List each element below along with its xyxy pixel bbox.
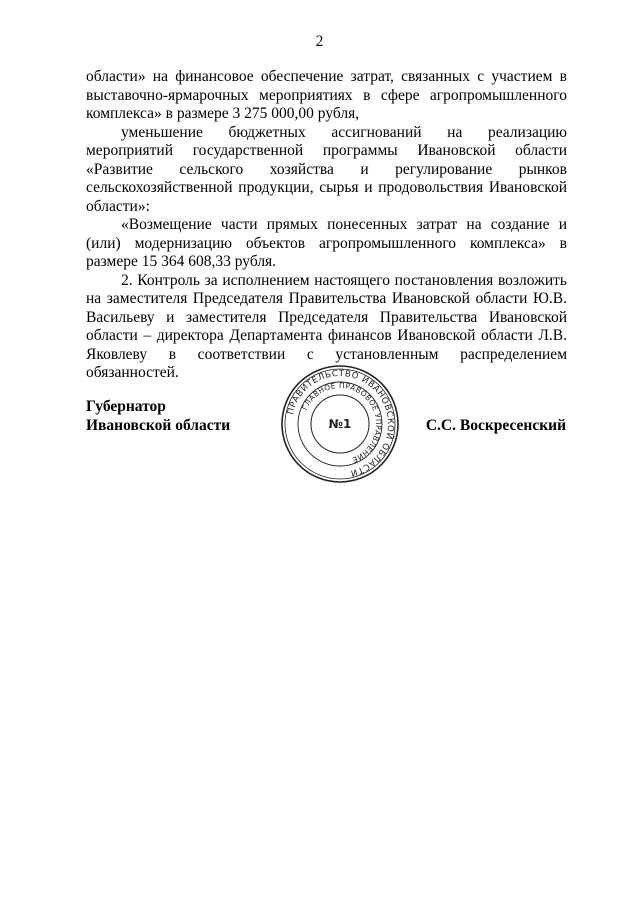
paragraph-3: «Возмещение части прямых понесенных затрат на создание и (или) модернизацию объектов агропромышленного комплекса» в размере 15 364 608,33 рубля. bbox=[86, 216, 567, 270]
signatory-position bbox=[86, 397, 230, 435]
official-seal-stamp bbox=[278, 362, 402, 486]
signatory-title: Губернатор bbox=[86, 398, 166, 415]
stamp-outer-text: ПРАВИТЕЛЬСТВО ИВАНОВСКОЙ ОБЛАСТИ bbox=[285, 368, 396, 478]
page-number: 2 bbox=[315, 33, 324, 50]
signatory-region: Ивановской области bbox=[86, 417, 231, 434]
paragraph-1: области» на финансовое обеспечение затрат, связанных с участием в выставочно-ярмарочных мероприятиях в сфере агропромышленного комплекса» в размере 3 275 000,00 рубля, bbox=[86, 68, 567, 122]
stamp-number: №1 bbox=[328, 417, 352, 431]
document-body bbox=[86, 68, 567, 383]
paragraph-2: уменьшение бюджетных ассигнований на реализацию мероприятий государственной программы Ивановской области «Развитие сельского хозяйства и регулирование рынков сельскохозяйственной продукции, сырья и продовольствия Ивановской области»: bbox=[86, 123, 567, 215]
paragraph-4: 2. Контроль за исполнением настоящего постановления возложить на заместителя Председателя Правительства Ивановской области Ю.В. Васильеву и заместителя Председателя Правительства Ивановской области – директора Департамента финансов Ивановской области Л.В. Яковлеву в соответствии с установленным распределением обязанностей. bbox=[86, 271, 567, 381]
stamp-inner-text: ГЛАВНОЕ ПРАВОВОЕ УПРАВЛЕНИЕ bbox=[300, 380, 384, 465]
signatory-name: С.С. Воскресенский bbox=[425, 417, 566, 434]
